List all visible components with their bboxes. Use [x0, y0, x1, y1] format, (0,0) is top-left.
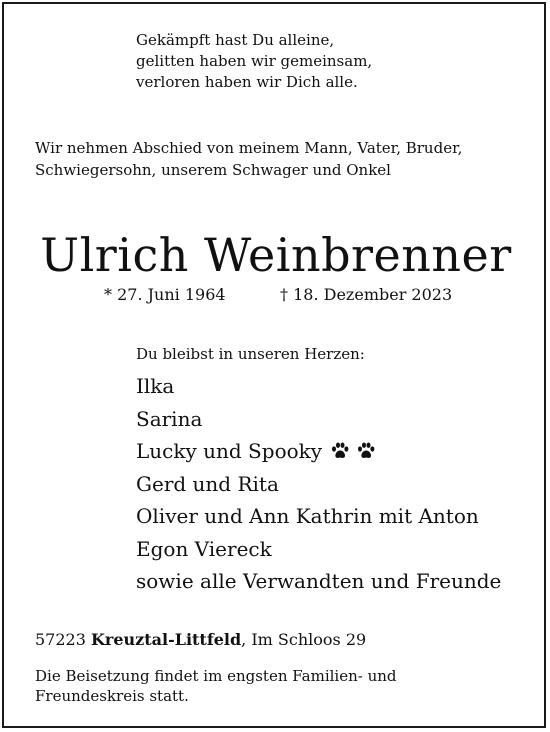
mourner-name: sowie alle Verwandten und Freunde	[136, 569, 502, 593]
paw-print-icon	[356, 441, 376, 461]
mourner-item	[136, 435, 501, 468]
mourner-item	[136, 565, 501, 598]
paw-print-icon	[330, 441, 350, 461]
farewell-intro	[35, 137, 525, 181]
burial-line: Die Beisetzung findet im engsten Familien- und	[35, 667, 397, 685]
pet-paws	[330, 441, 376, 461]
quote-line: verloren haben wir Dich alle.	[136, 73, 358, 91]
mourner-name: Gerd und Rita	[136, 471, 279, 496]
epitaph-quote	[136, 30, 496, 93]
mourners-heading: Du bleibst in unseren Herzen:	[136, 345, 365, 363]
address-street: , Im Schloos 29	[241, 630, 367, 649]
quote-line: Gekämpft hast Du alleine,	[136, 31, 335, 49]
deceased-name: Ulrich Weinbrenner	[40, 228, 512, 282]
quote-line: gelitten haben wir gemeinsam,	[136, 52, 373, 70]
burial-notice	[35, 666, 515, 706]
family-address	[35, 629, 366, 651]
address-postcode: 57223	[35, 630, 86, 649]
intro-line: Wir nehmen Abschied von meinem Mann, Vater, Bruder,	[35, 139, 463, 157]
mourner-name: Ilka	[136, 374, 175, 398]
burial-line: Freundeskreis statt.	[35, 687, 189, 705]
mourner-name: Sarina	[136, 406, 203, 431]
mourner-name: Egon Viereck	[136, 536, 272, 561]
address-city: Kreuztal-Littfeld	[91, 630, 242, 649]
mourner-name: Lucky und Spooky	[136, 439, 323, 463]
mourner-name: Oliver und Ann Kathrin mit Anton	[136, 504, 479, 528]
death-date: † 18. Dezember 2023	[280, 285, 453, 304]
mourner-item	[136, 403, 501, 436]
mourner-item	[136, 370, 501, 403]
mourner-item	[136, 500, 501, 533]
obituary-card	[2, 2, 546, 728]
birth-date: * 27. Juni 1964	[104, 285, 226, 304]
mourner-item	[136, 468, 501, 501]
mourners-list	[136, 370, 501, 598]
mourner-item	[136, 533, 501, 566]
intro-line: Schwiegersohn, unserem Schwager und Onkel	[35, 161, 391, 179]
